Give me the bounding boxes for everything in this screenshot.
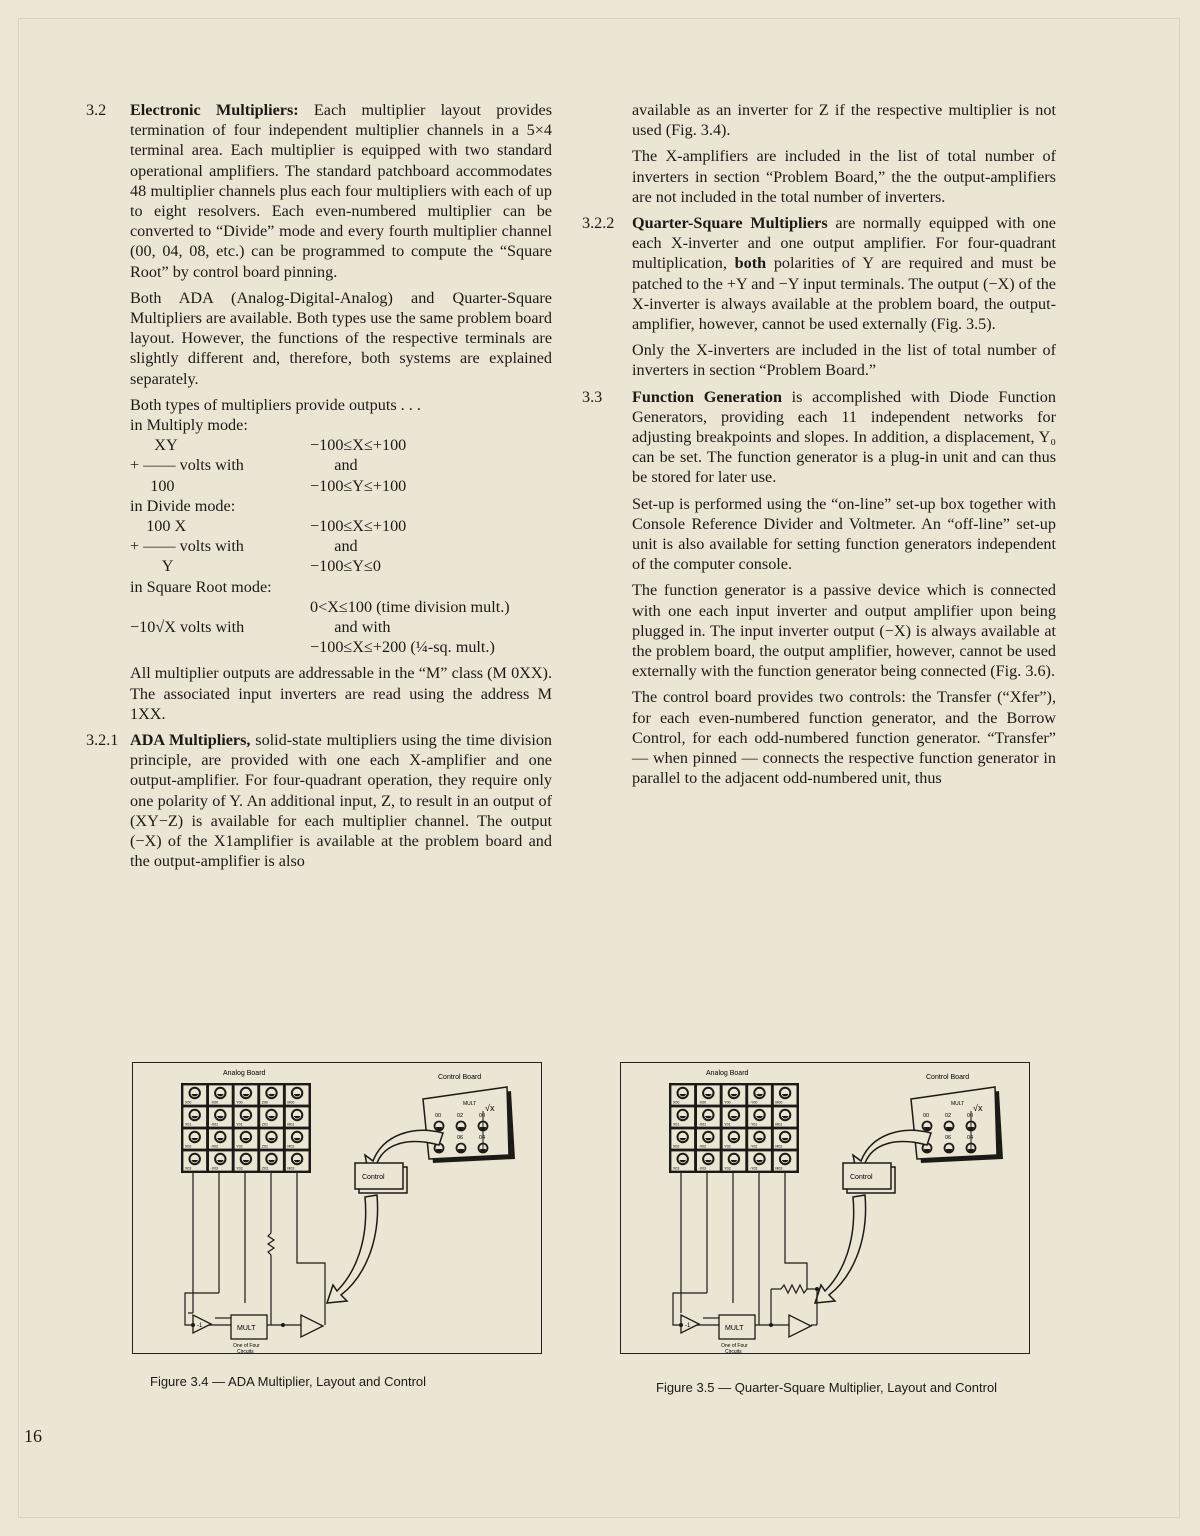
terminal-jack-icon — [678, 1154, 688, 1164]
control-jack-label: 00 — [479, 1113, 486, 1119]
terminal-label: M00 — [775, 1100, 783, 1105]
control-jack-label: 06 — [945, 1135, 952, 1141]
terminal-jack-icon — [703, 1132, 713, 1142]
formula-label: in Square Root mode: — [130, 577, 272, 596]
terminal-jack-icon — [754, 1132, 764, 1142]
paragraph — [130, 100, 552, 282]
section-number: 3.3 — [582, 387, 603, 406]
analog-board-label: Analog Board — [223, 1070, 266, 1077]
terminal-label: X01 — [673, 1122, 680, 1127]
formula-right: −100≤Y≤+100 — [310, 476, 407, 495]
figure-3-5-caption: Figure 3.5 — Quarter-Square Multiplier, Layout and Control — [656, 1380, 998, 1395]
paragraph: Only the X-inverters are included in the list of total number of inverters in section “Problem Board.” — [632, 341, 1056, 380]
terminal-jack-icon — [215, 1132, 225, 1142]
terminal-jack-icon — [292, 1154, 302, 1164]
terminal-label: -Y00 — [749, 1100, 758, 1105]
terminal-jack-icon — [190, 1132, 200, 1142]
formula-label: in Multiply mode: — [130, 416, 248, 435]
terminal-jack-icon — [678, 1088, 688, 1098]
figure-3-4 — [132, 1062, 542, 1354]
terminal-label: -X03 — [210, 1166, 219, 1171]
terminal-label: Y03 — [236, 1166, 243, 1171]
formula-right: and with — [310, 617, 391, 636]
terminal-label: Y01 — [236, 1122, 243, 1127]
analog-board — [669, 1083, 799, 1173]
formula-left: XY — [130, 436, 178, 455]
terminal-label: M01 — [287, 1122, 295, 1127]
terminal-label: Z00 — [261, 1100, 269, 1105]
terminal-jack-icon — [241, 1110, 251, 1120]
analog-board — [181, 1083, 311, 1173]
terminal-label: Z01 — [261, 1122, 269, 1127]
terminal-label: M03 — [287, 1166, 295, 1171]
terminal-jack-icon — [780, 1088, 790, 1098]
section-number: 3.2 — [86, 101, 107, 119]
circuit-wiring — [185, 1173, 325, 1325]
terminal-jack-icon — [292, 1110, 302, 1120]
formula-right: −100≤X≤+100 — [310, 436, 407, 455]
circuits-label: Circuits — [237, 1349, 254, 1353]
terminal-jack-icon — [292, 1132, 302, 1142]
paragraph: available as an inverter for Z if the respective multiplier is not used (Fig. 3.4). — [632, 101, 1056, 140]
terminal-jack-icon — [292, 1088, 302, 1098]
paragraph: The function generator is a passive device which is connected with one each input inverter and output amplifier upon being plugged in. The input inverter output (−X) is always available at the problem board, the output amplifier, however, cannot be used externally with the function generator being connected (Fig. 3.6). — [632, 581, 1056, 681]
circuits-label: Circuits — [725, 1349, 742, 1353]
section-heading: Quarter-Square Multipliers — [632, 214, 828, 233]
terminal-jack-icon — [678, 1110, 688, 1120]
terminal-label: -X03 — [698, 1166, 707, 1171]
sqrt-icon: √x — [973, 1103, 983, 1113]
formula-left — [130, 637, 310, 657]
terminal-jack-icon — [190, 1110, 200, 1120]
control-label: Control — [850, 1174, 873, 1181]
section-3-3 — [582, 387, 1056, 488]
terminal-label: Y00 — [236, 1100, 243, 1105]
terminal-jack-icon — [703, 1088, 713, 1098]
emphasis: both — [734, 254, 767, 273]
paragraph: The control board provides two controls: the Transfer (“Xfer”), for each even-numbered function generator, and the Borrow Control, for each odd-numbered function generator. “Transfer” — when pinned — connects the respective function generator in parallel to the adjacent odd-numbered unit, thus — [632, 688, 1056, 788]
figure-3-4-caption: Figure 3.4 — ADA Multiplier, Layout and Control — [150, 1374, 427, 1389]
terminal-label: Z02 — [261, 1144, 269, 1149]
terminal-label: M00 — [287, 1100, 295, 1105]
terminal-label: -Y02 — [749, 1144, 758, 1149]
section-heading: Function Generation — [632, 387, 782, 406]
terminal-jack-icon — [190, 1088, 200, 1098]
paragraph-text: polarities of Y are required and must be patched to the +Y and −Y input terminals. The output (−X) of the X-inverter is always available at the problem board, the output-amplifier, however, cannot be used externally (Fig. 3.5). — [632, 254, 1057, 334]
terminal-label: X00 — [673, 1100, 680, 1105]
paragraph: The X-amplifiers are included in the list of total number of inverters in section “Problem Board,” the the output-amplifiers are not included in the total number of inverters. — [632, 147, 1056, 206]
formula-label: in Divide mode: — [130, 496, 236, 515]
paragraph: Both ADA (Analog-Digital-Analog) and Quarter-Square Multipliers are available. Both types use the same problem board layout. However, the functions of the respective terminals are slightly different and, therefore, both systems are explained separately. — [130, 288, 552, 388]
formula-left: −10√X volts with — [130, 617, 245, 636]
svg-text:-1: -1 — [685, 1323, 691, 1329]
terminal-label: -X02 — [698, 1144, 707, 1149]
arrow-icon — [815, 1195, 866, 1303]
section-number: 3.2.2 — [582, 214, 615, 233]
terminal-jack-icon — [215, 1110, 225, 1120]
paragraph-text: is accomplished with Diode Function Generators, providing each 11 independent networks for adjusting breakpoints and slopes. In addition, a displacement, Y₀ can be set. The function generator is a plug-in unit and can thus be stored for later use. — [632, 387, 1056, 487]
control-jack-label: 00 — [435, 1113, 442, 1119]
control-jack-label: 02 — [457, 1113, 464, 1119]
analog-board-label: Analog Board — [706, 1070, 749, 1077]
formula-right: −100≤X≤+100 — [310, 516, 407, 535]
terminal-label: X02 — [185, 1144, 192, 1149]
section-heading: ADA Multipliers, — [130, 730, 251, 749]
paragraph-text: Each multiplier layout provides termination of four independent multiplier channels in a 5×4 terminal area. Each multiplier is equipped with two standard operational amplifiers. The standard patchboard accommodates 48 multiplier channels plus each four multipliers with each of up to eight resolvers. Each even-numbered multiplier can be converted to “Divide” mode and every fourth multiplier channel (00, 04, 08, etc.) can be programmed to compute the “Square Root” by control board pinning. — [130, 101, 553, 281]
terminal-label: -X00 — [698, 1100, 707, 1105]
circuit-wiring — [673, 1173, 817, 1325]
control-board-mult-label: MULT — [951, 1101, 965, 1107]
paragraph-text: are normally equipped with one each X-inverter and one output amplifier. For four-quadrant multiplication, — [632, 214, 1056, 273]
terminal-label: M02 — [775, 1144, 783, 1149]
paragraph-text: solid-state multipliers using the time division principle, are provided with one each X-amplifier and one output-amplifier. For four-quadrant operation, they require only one polarity of Y. An additional input, Z, to result in an output of (XY−Z) is available for each multiplier channel. The output (−X) of the X1amplifier is available at the problem board and the output-amplifier is also — [130, 730, 553, 871]
svg-text:-1: -1 — [197, 1323, 203, 1329]
section-3-2 — [86, 100, 553, 282]
terminal-jack-icon — [241, 1088, 251, 1098]
paragraph: All multiplier outputs are addressable in the “M” class (M 0XX). The associated input inverters are read using the address M 1XX. — [130, 664, 552, 723]
terminal-label: M03 — [775, 1166, 783, 1171]
terminal-jack-icon — [215, 1154, 225, 1164]
one-of-four-label: One of Four — [233, 1343, 260, 1349]
terminal-label: -Y01 — [749, 1122, 758, 1127]
paragraph — [632, 213, 1056, 334]
terminal-label: -X02 — [210, 1144, 219, 1149]
terminal-jack-icon — [241, 1154, 251, 1164]
section-3-2-1 — [86, 730, 553, 871]
formula-left: 100 X — [130, 516, 187, 535]
terminal-jack-icon — [754, 1088, 764, 1098]
formula-right: and — [310, 456, 358, 475]
control-jack-label: 04 — [967, 1135, 974, 1141]
paragraph — [632, 387, 1056, 488]
paragraph: Set-up is performed using the “on-line” set-up box together with Console Reference Divider and Voltmeter. An “off-line” set-up unit is also available for setting function generators independent of the computer console. — [632, 494, 1056, 574]
terminal-label: X00 — [185, 1100, 192, 1105]
formula-left: Y — [130, 557, 174, 576]
section-3-2-2 — [582, 213, 1057, 334]
formula-right: −100≤Y≤0 — [310, 557, 381, 576]
control-board — [423, 1087, 515, 1163]
terminal-jack-icon — [780, 1110, 790, 1120]
terminal-label: M02 — [287, 1144, 295, 1149]
control-board-label: Control Board — [438, 1074, 482, 1081]
terminal-label: X01 — [185, 1122, 192, 1127]
output-amplifier-icon — [301, 1315, 323, 1337]
terminal-jack-icon — [266, 1154, 276, 1164]
formula-right: and — [310, 537, 358, 556]
terminal-label: X02 — [673, 1144, 680, 1149]
terminal-label: Y02 — [724, 1144, 731, 1149]
control-board-label: Control Board — [926, 1074, 970, 1081]
terminal-label: Z03 — [261, 1166, 269, 1171]
formula-left — [130, 597, 310, 617]
terminal-jack-icon — [678, 1132, 688, 1142]
control-jack-label: 02 — [945, 1113, 952, 1119]
quarter-square-multiplier-diagram — [621, 1063, 1029, 1353]
terminal-jack-icon — [241, 1132, 251, 1142]
formula-right: −100≤X≤+200 (¼-sq. mult.) — [310, 638, 495, 657]
control-board-mult-label: MULT — [463, 1101, 477, 1107]
terminal-jack-icon — [780, 1154, 790, 1164]
terminal-label: -X01 — [210, 1122, 219, 1127]
terminal-label: Y00 — [724, 1100, 731, 1105]
formula-left: 100 — [130, 476, 175, 495]
terminal-jack-icon — [266, 1088, 276, 1098]
control-board — [911, 1087, 1003, 1163]
terminal-jack-icon — [215, 1088, 225, 1098]
terminal-jack-icon — [780, 1132, 790, 1142]
sqrt-icon: √x — [485, 1103, 495, 1113]
terminal-jack-icon — [729, 1110, 739, 1120]
paragraph: Both types of multipliers provide outputs . . . — [130, 395, 421, 414]
terminal-jack-icon — [266, 1132, 276, 1142]
terminal-jack-icon — [190, 1154, 200, 1164]
ada-multiplier-diagram — [133, 1063, 541, 1353]
control-jack-label: 04 — [479, 1135, 486, 1141]
mult-label: MULT — [725, 1325, 744, 1332]
section-number: 3.2.1 — [86, 730, 119, 749]
page-number: 16 — [24, 1426, 42, 1446]
arrow-icon — [327, 1195, 378, 1303]
terminal-label: -X01 — [698, 1122, 707, 1127]
terminal-jack-icon — [703, 1154, 713, 1164]
terminal-jack-icon — [754, 1154, 764, 1164]
right-column — [582, 100, 1057, 795]
output-amplifier-icon — [789, 1315, 811, 1337]
terminal-label: Y03 — [724, 1166, 731, 1171]
control-jack-label: 06 — [457, 1135, 464, 1141]
mult-label: MULT — [237, 1325, 256, 1332]
formula-right: 0<X≤100 (time division mult.) — [310, 597, 510, 616]
terminal-jack-icon — [266, 1110, 276, 1120]
control-jack-label: 00 — [923, 1113, 930, 1119]
terminal-jack-icon — [703, 1110, 713, 1120]
terminal-label: Y02 — [236, 1144, 243, 1149]
terminal-label: M01 — [775, 1122, 783, 1127]
terminal-label: -Y03 — [749, 1166, 758, 1171]
formula-left: + —— volts with — [130, 456, 244, 475]
paragraph — [130, 730, 552, 871]
formula-left: + —— volts with — [130, 537, 244, 556]
multiply-mode-formula — [130, 415, 552, 657]
control-jack-label: 00 — [967, 1113, 974, 1119]
section-heading: Electronic Multipliers: — [130, 101, 299, 119]
figure-3-5 — [620, 1062, 1030, 1354]
terminal-jack-icon — [729, 1088, 739, 1098]
terminal-label: X03 — [185, 1166, 192, 1171]
terminal-jack-icon — [729, 1132, 739, 1142]
control-label: Control — [362, 1174, 385, 1181]
terminal-jack-icon — [729, 1154, 739, 1164]
left-column — [86, 100, 553, 877]
one-of-four-label: One of Four — [721, 1343, 748, 1349]
terminal-jack-icon — [754, 1110, 764, 1120]
terminal-label: Y01 — [724, 1122, 731, 1127]
terminal-label: -X00 — [210, 1100, 219, 1105]
terminal-label: X03 — [673, 1166, 680, 1171]
